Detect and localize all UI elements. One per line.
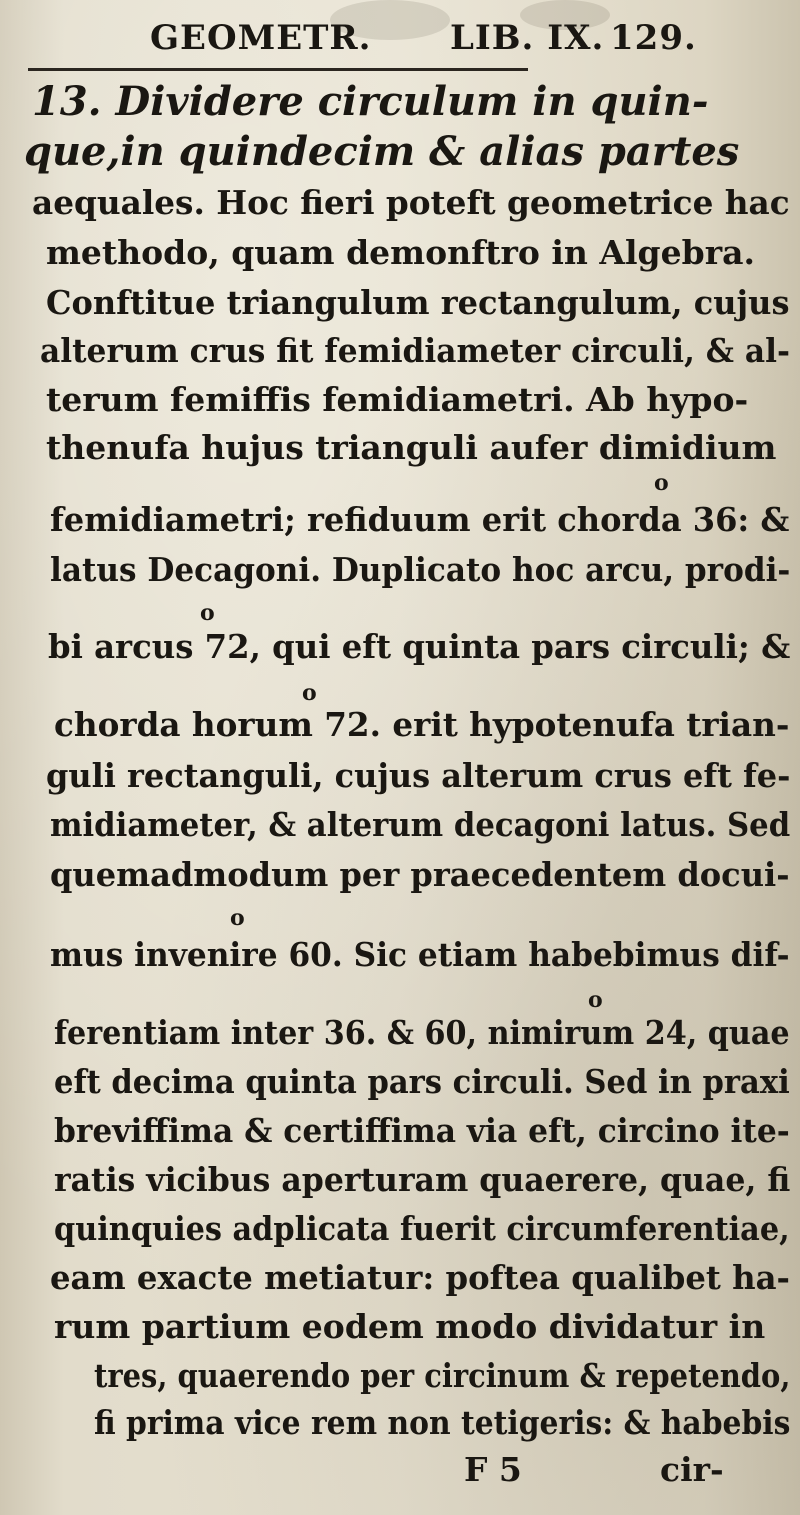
superscript-degree: o [230, 905, 245, 931]
text-line: aequales. Hoc fieri poteft geometrice hac [32, 183, 790, 222]
superscript-degree: o [588, 987, 603, 1013]
text-line: ferentiam inter 36. & 60, nimirum 24, quae [54, 1013, 790, 1052]
text-line: Conftitue triangulum rectangulum, cujus [46, 283, 790, 322]
text-line: alterum crus fit femidiameter circuli, & al- [40, 331, 790, 370]
catchword: cir- [660, 1450, 724, 1489]
running-head [150, 10, 710, 60]
text-line: chorda horum 72. erit hypotenufa trian- [54, 705, 790, 744]
text-line: bi arcus 72, qui eft quinta pars circuli; & [48, 627, 791, 666]
text-line: rum partium eodem modo dividatur in [54, 1307, 766, 1346]
text-line: 13. Dividere circulum in quin- [32, 78, 709, 125]
text-line: tres, quaerendo per circinum & repetendo, [94, 1356, 791, 1395]
superscript-degree: o [200, 600, 215, 626]
text-line: fi prima vice rem non tetigeris: & habebis [94, 1403, 791, 1442]
text-line: methodo, quam demonftro in Algebra. [46, 233, 755, 272]
text-line: latus Decagoni. Duplicato hoc arcu, prodi- [50, 550, 791, 589]
text-line: eam exacte metiatur: poftea qualibet ha- [50, 1258, 790, 1297]
text-line: quinquies adplicata fuerit circumferentiae, [54, 1209, 790, 1248]
text-line: eft decima quinta pars circuli. Sed in praxi [54, 1062, 790, 1101]
text-line: breviffima & certiffima via eft, circino ite- [54, 1111, 790, 1150]
text-line: ratis vicibus aperturam quaerere, quae, fi [54, 1160, 791, 1199]
running-head-title: GEOMETR. [150, 18, 372, 58]
text-line: terum femiffis femidiametri. Ab hypo- [46, 380, 749, 419]
header-rule [28, 68, 528, 71]
text-line: guli rectanguli, cujus alterum crus eft fe- [46, 756, 791, 795]
text-line: femidiametri; refiduum erit chorda 36: & [50, 500, 790, 539]
superscript-degree: o [654, 470, 669, 496]
page-number: 129. [610, 18, 697, 58]
text-line: thenufa hujus trianguli aufer dimidium [46, 428, 777, 467]
superscript-degree: o [302, 680, 317, 706]
running-head-book: LIB. IX. [450, 18, 605, 58]
text-line: quemadmodum per praecedentem docui- [50, 855, 790, 894]
text-line: mus invenire 60. Sic etiam habebimus dif- [50, 935, 790, 974]
text-line: midiameter, & alterum decagoni latus. Sed [50, 805, 791, 844]
signature-mark: F 5 [464, 1450, 522, 1489]
text-line: que,in quindecim & alias partes [24, 128, 740, 175]
